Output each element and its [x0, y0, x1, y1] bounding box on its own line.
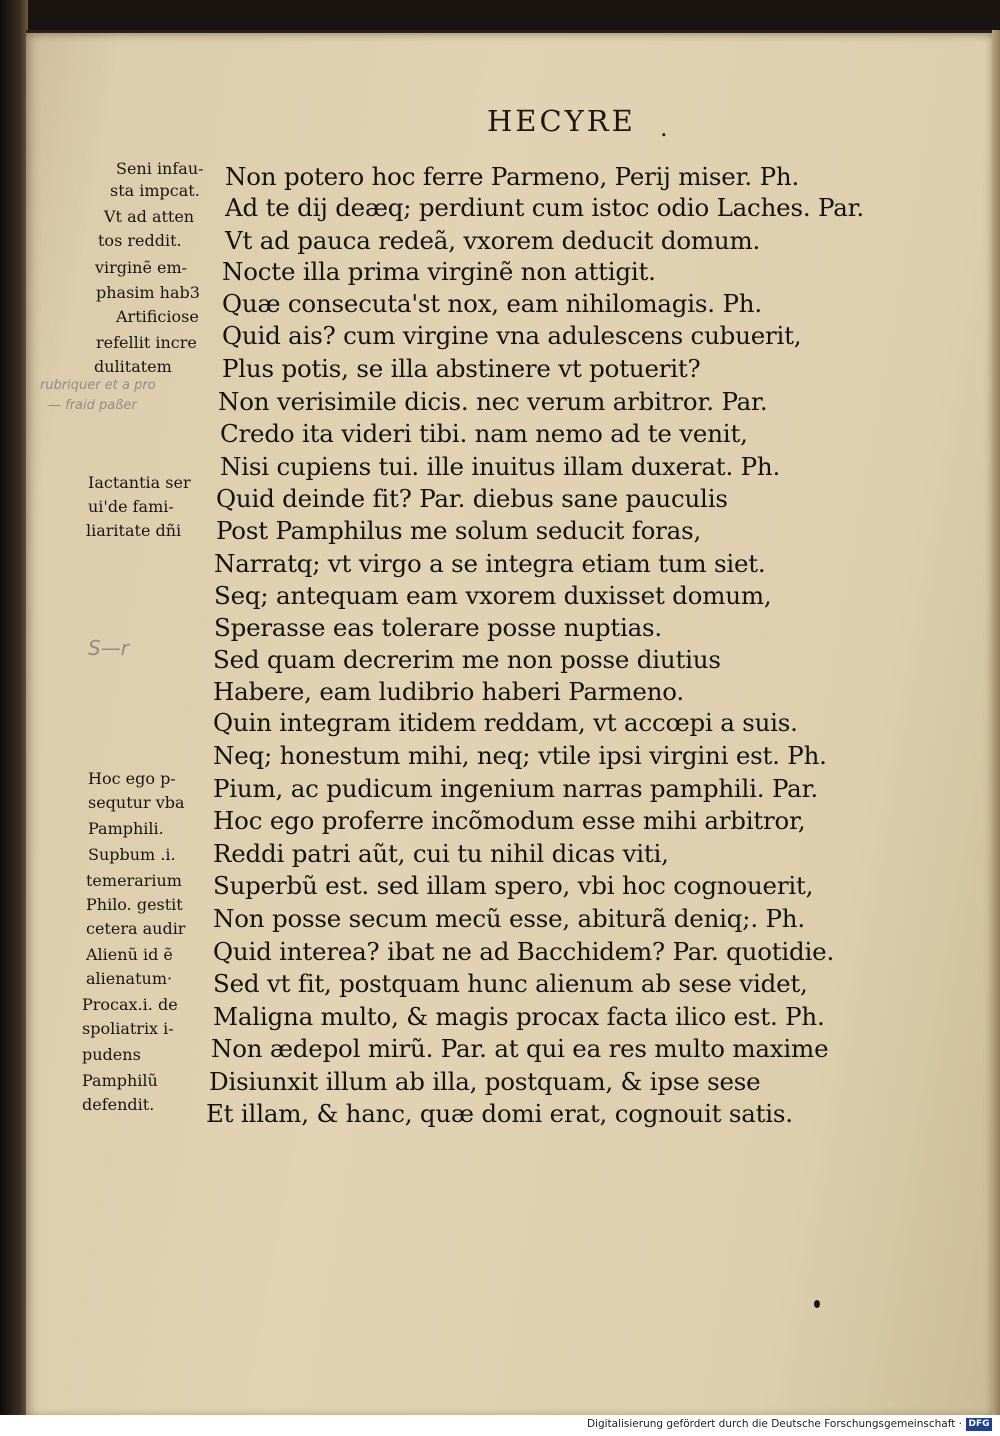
marginal-gloss: defendit.: [82, 1095, 155, 1114]
marginal-gloss: refellit incre: [96, 333, 197, 352]
verse-line: Sperasse eas tolerare posse nuptias.: [214, 613, 662, 642]
marginal-gloss: Supbum .i.: [88, 845, 176, 864]
verse-line: Reddi patri aũt, cui tu nihil dicas viti,: [213, 839, 669, 868]
verse-line: Quid deinde fit? Par. diebus sane pauculis: [216, 484, 728, 513]
verse-line: Sed quam decrerim me non posse diutius: [213, 645, 721, 674]
verse-line: Non verisimile dicis. nec verum arbitror. Par.: [218, 387, 768, 416]
marginal-gloss: phasim hab3: [96, 283, 200, 302]
verse-line: Quid interea? ibat ne ad Bacchidem? Par. quotidie.: [213, 937, 835, 966]
verse-line: Quin integram itidem reddam, vt accœpi a suis.: [213, 708, 798, 737]
page-edge: [992, 30, 1000, 1415]
verse-line: Non posse secum mecũ esse, abiturã deniq;. Ph.: [213, 904, 805, 933]
funding-credit: Digitalisierung gefördert durch die Deutsche Forschungsgemeinschaft ·: [586, 1418, 962, 1430]
verse-line: Nisi cupiens tui. ille inuitus illam duxerat. Ph.: [220, 452, 781, 481]
marginal-gloss: temerarium: [86, 871, 182, 890]
dfg-logo-icon: DFG: [966, 1418, 992, 1431]
marginal-gloss: tos reddit.: [98, 231, 182, 250]
handwritten-note: — fraid paßer: [48, 398, 137, 413]
marginal-gloss: sta impcat.: [110, 181, 200, 200]
verse-line: Maligna multo, & magis procax facta ilico est. Ph.: [213, 1002, 825, 1031]
verse-line: Plus potis, se illa abstinere vt potuerit?: [222, 354, 701, 383]
verse-line: Superbũ est. sed illam spero, vbi hoc cognouerit,: [213, 871, 814, 900]
marginal-gloss: Artificiose: [116, 307, 199, 326]
marginal-gloss: Pamphilũ: [82, 1071, 158, 1090]
marginal-gloss: dulitatem: [94, 357, 172, 376]
verse-line: Quid ais? cum virgine vna adulescens cubuerit,: [222, 321, 802, 350]
verse-line: Ad te dij deæq; perdiunt cum istoc odio Laches. Par.: [225, 193, 865, 222]
marginal-gloss: virginẽ em-: [95, 258, 188, 277]
marginal-gloss: Iactantia ser: [88, 473, 191, 492]
verse-line: Non ædepol mirũ. Par. at qui ea res multo maxime: [211, 1034, 829, 1063]
footer-bar: [0, 1415, 1000, 1436]
marginal-gloss: cetera audir: [86, 919, 186, 938]
handwritten-note: S—r: [88, 636, 129, 660]
verse-line: Hoc ego proferre incõmodum esse mihi arbitror,: [213, 806, 806, 835]
verse-line: Sed vt fit, postquam hunc alienum ab sese videt,: [213, 969, 808, 998]
verse-line: Neq; honestum mihi, neq; vtile ipsi virgini est. Ph.: [213, 741, 827, 770]
marginal-gloss: Procax.i. de: [82, 995, 178, 1014]
marginal-gloss: Hoc ego p-: [88, 769, 176, 788]
verse-line: Disiunxit illum ab illa, postquam, & ipse sese: [209, 1067, 761, 1096]
ink-blot: [814, 1300, 820, 1308]
verse-line: Seq; antequam eam vxorem duxisset domum,: [214, 581, 772, 610]
marginal-gloss: Vt ad atten: [104, 207, 195, 226]
verse-line: Et illam, & hanc, quæ domi erat, cognouit satis.: [206, 1099, 793, 1128]
verse-line: Nocte illa prima virginẽ non attigit.: [222, 257, 656, 286]
verse-line: Post Pamphilus me solum seducit foras,: [216, 516, 702, 545]
verse-line: Credo ita videri tibi. nam nemo ad te venit,: [220, 419, 748, 448]
running-head: HECYRE: [487, 104, 636, 138]
marginal-gloss: alienatum·: [86, 969, 173, 988]
running-head-dot: .: [660, 114, 668, 142]
marginal-gloss: spoliatrix i-: [82, 1019, 174, 1038]
marginal-gloss: liaritate dñi: [86, 521, 182, 540]
handwritten-note: rubriquer et a pro: [40, 378, 156, 393]
marginal-gloss: Philo. gestit: [86, 895, 183, 914]
book-spine: [0, 0, 28, 1415]
verse-line: Vt ad pauca redeã, vxorem deducit domum.: [225, 226, 761, 255]
verse-line: Narratq; vt virgo a se integra etiam tum siet.: [214, 549, 766, 578]
verse-line: Pium, ac pudicum ingenium narras pamphili. Par.: [213, 774, 818, 803]
marginal-gloss: Seni infau-: [116, 159, 204, 178]
marginal-gloss: Alienũ id ẽ: [86, 945, 173, 964]
verse-line: Non potero hoc ferre Parmeno, Perij miser. Ph.: [225, 162, 800, 191]
marginal-gloss: Pamphili.: [88, 819, 164, 838]
marginal-gloss: sequtur vba: [88, 793, 185, 812]
marginal-gloss: pudens: [82, 1045, 141, 1064]
verse-line: Habere, eam ludibrio haberi Parmeno.: [213, 677, 684, 706]
verse-line: Quæ consecuta'st nox, eam nihilomagis. Ph.: [222, 289, 762, 318]
marginal-gloss: ui'de fami-: [88, 497, 174, 516]
